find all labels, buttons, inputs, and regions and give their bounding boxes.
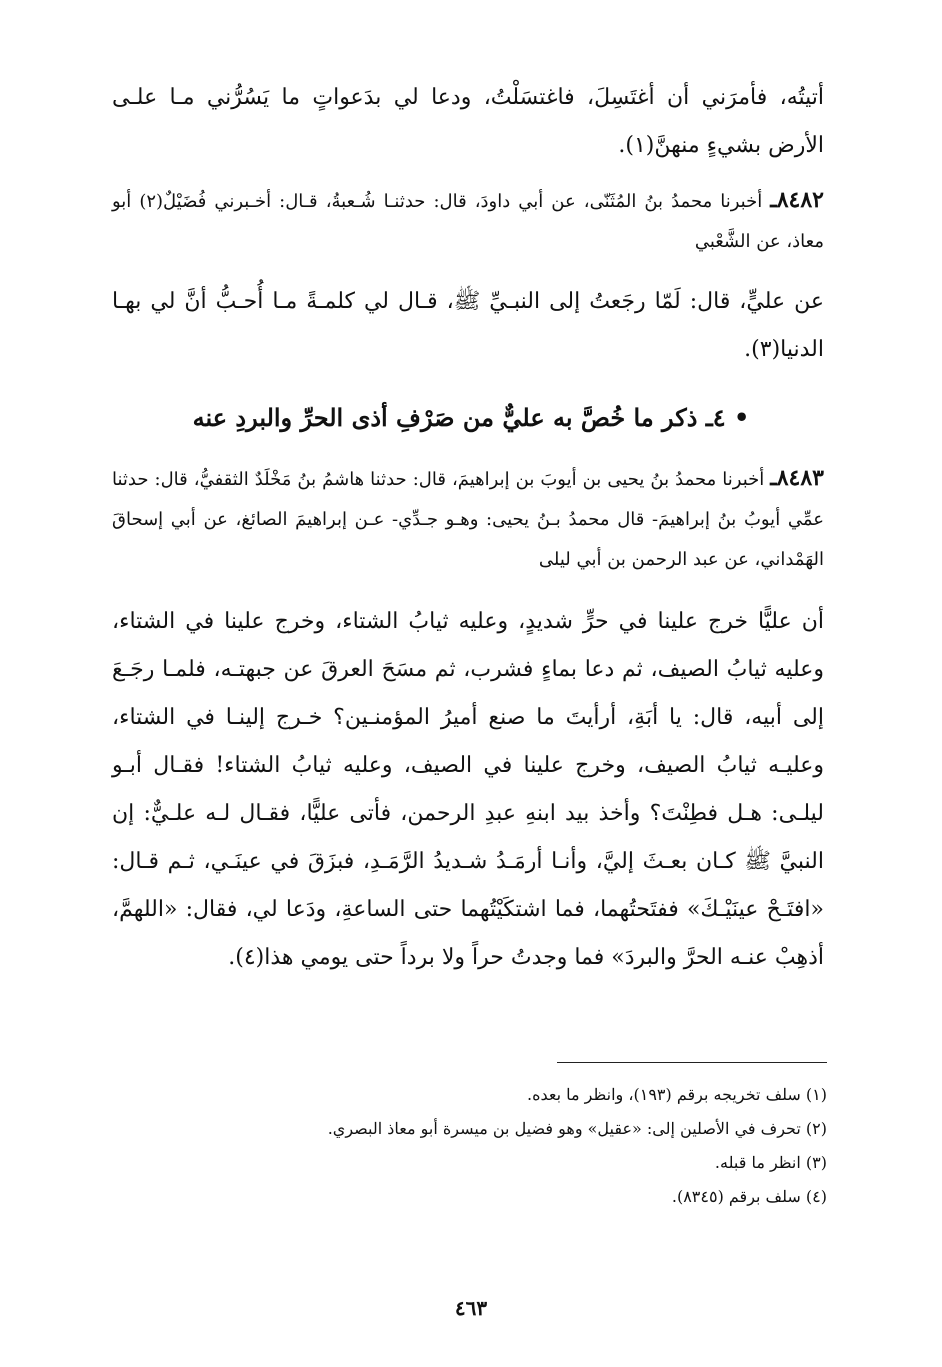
hadith-number: ٨٤٨٣ـ	[770, 465, 824, 491]
section-heading: • ٤ـ ذكر ما خُصَّ به عليٌّ من صَرْفِ أذى الحرِّ والبردِ عنه	[192, 403, 750, 432]
hadith-8483-text	[112, 598, 824, 982]
hadith-8482-text	[112, 278, 824, 374]
hadith-8482-chain	[112, 180, 824, 262]
footnote-3: (٣) انظر ما قبله.	[714, 1153, 827, 1172]
hadith-text: عن عليٍّ، قال: لَمّا رجَعتُ إلى النبـيِّ ﷺ، قـال لي كلمـةً مـا أُحـبُّ أنَّ لي بهـا الدنيا(٣).	[112, 289, 824, 362]
footnote-separator	[557, 1062, 827, 1063]
hadith-chain-text: أخبرنا محمدُ بنُ المُثَنّى، عن أبي داودَ، قال: حدثنـا شُـعبةُ، قـال: أخـبرني فُضَيْلٌ(٢) أبو معاذ، عن الشَّعْبي	[112, 191, 824, 252]
footnotes	[115, 1078, 827, 1214]
hadith-chain-text: أخبرنا محمدُ بنُ يحيى بن أيوبَ بن إبراهيمَ، قال: حدثنا هاشمُ بنُ مَخْلَدٌ الثقفيُّ، قال: حدثنا عمِّي أيوبُ بنُ إبراهيمَ- قال محمدُ بـنُ يحيى: وهـو جـدِّي- عـن إبراهيمَ الصائغ، عن أبي إسحاقَ الهَمْداني، عن عبد الرحمن بن أبي ليلى	[112, 469, 824, 570]
hadith-text: أن عليًّا خرج علينا في حرٍّ شديدٍ، وعليه ثيابُ الشتاء، وخرج علينا في الشتاء، وعليه ثيابُ الصيف، ثم دعا بماءٍ فشرب، ثم مسَحَ العرقَ عن جبهتـه، فلمـا رجَـعَ إلى أبيه، قال: يا أبَةِ، أرأيتَ ما صنع أميرُ المؤمنـين؟ خـرج إلينـا في الشتاء، وعليـه ثيابُ الصيف، وخرج علينا في الصيف، وعليه ثيابُ الشتاء! فقـال أبـو ليلـى: هـل فطِنْتَ؟ وأخذ بيد ابنهِ عبدِ الرحمن، فأتى عليًّا، فقـال لـه علـيٌّ: إن النبيَّ ﷺ كـان بعـثَ إليَّ، وأنـا أرمَـدُ شـديدُ الرَّمَـدِ، فبزَقَ في عينَـي، ثـم قـال: «افتَـحْ عينَيْـكَ» ففتَحتُهما، فما اشتكَيْتُهما حتى الساعةِ، ودَعا لي، فقال: «اللهمَّ، أذهِبْ عنـه الحرَّ والبردَ» فما وجدتُ حراً ولا برداً حتى يومي هذا(٤).	[112, 609, 824, 970]
hadith-8483-chain	[112, 458, 824, 580]
footnote-4: (٤) سلف برقم (٨٣٤٥).	[671, 1187, 827, 1206]
hadith-number: ٨٤٨٢ـ	[770, 187, 824, 213]
continued-paragraph	[112, 74, 824, 170]
footnote-2: (٢) تحرف في الأصلين إلى: «عقيل» وهو فضيل بن ميسرة أبو معاذ البصري.	[327, 1119, 827, 1138]
page-number: ٤٦٣	[454, 1296, 488, 1320]
paragraph-text: أتيتُه، فأمرَني أن أغتَسِلَ، فاغتسَلْتُ، ودعا لي بدَعواتٍ ما يَسُرُّني مـا علـى الأرض بشيءٍ منهنَّ(١).	[112, 85, 824, 158]
footnote-1: (١) سلف تخريجه برقم (١٩٣)، وانظر ما بعده.	[527, 1085, 827, 1104]
